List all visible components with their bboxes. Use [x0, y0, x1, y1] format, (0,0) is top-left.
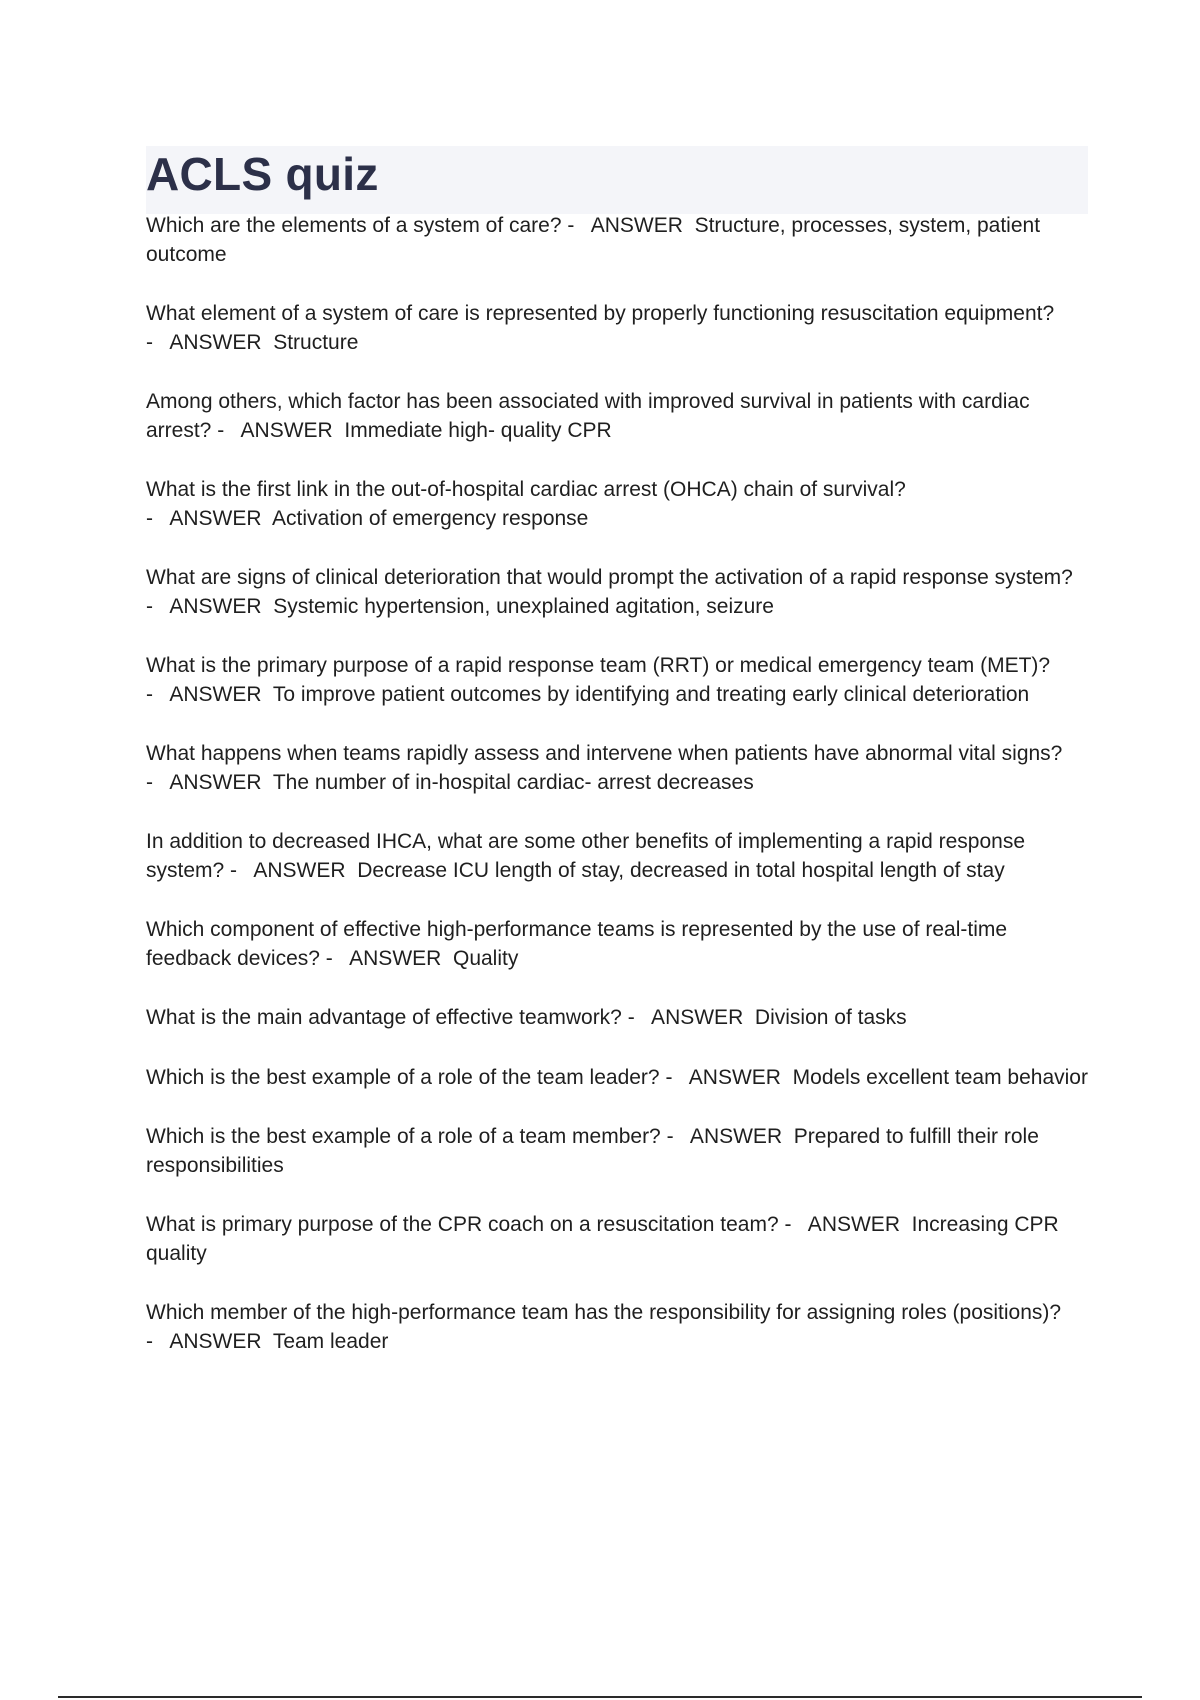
- question-text: What happens when teams rapidly assess and intervene when patients have abnormal vital signs?: [146, 742, 1063, 765]
- question-text: Which are the elements of a system of care?: [146, 214, 562, 237]
- answer-marker: - ANSWER: [146, 594, 274, 618]
- answer-text: Team leader: [272, 1329, 389, 1353]
- answer-text: To improve patient outcomes by identifying and treating early clinical deterioration: [272, 682, 1030, 706]
- answer-text: Division of tasks: [754, 1006, 907, 1029]
- qa-item: [146, 476, 1091, 533]
- qa-item: [146, 300, 1091, 357]
- question-text: What are signs of clinical deterioration that would prompt the activation of a rapid response system?: [146, 566, 1073, 589]
- qa-item: [146, 828, 1091, 885]
- question-text: Which member of the high-performance team has the responsibility for assigning roles (positions)?: [146, 1301, 1062, 1324]
- answer-text: Increasing CPR quality: [146, 1213, 1059, 1265]
- answer-text: Quality: [452, 946, 519, 970]
- qa-item: [146, 212, 1091, 269]
- question-text: What is the primary purpose of a rapid response team (RRT) or medical emergency team (MET)?: [146, 654, 1051, 677]
- answer-marker: - ANSWER: [567, 214, 695, 237]
- question-text: Among others, which factor has been associated with improved survival in patients with cardiac arrest?: [146, 390, 1030, 442]
- answer-marker: - ANSWER: [665, 1065, 793, 1089]
- question-text: In addition to decreased IHCA, what are some other benefits of implementing a rapid response system?: [146, 830, 1025, 882]
- footer-divider: [58, 1696, 1142, 1698]
- answer-text: Activation of emergency response: [272, 506, 589, 530]
- qa-item: [146, 1299, 1091, 1356]
- question-text: What is the first link in the out-of-hospital cardiac arrest (OHCA) chain of survival?: [146, 478, 906, 501]
- answer-marker: - ANSWER: [146, 1329, 273, 1353]
- answer-text: Systemic hypertension, unexplained agitation, seizure: [273, 594, 774, 618]
- question-text: What is the main advantage of effective teamwork?: [146, 1006, 622, 1029]
- title-bar: [146, 146, 1088, 214]
- answer-text: Immediate high- quality CPR: [344, 418, 612, 442]
- answer-text: Decrease ICU length of stay, decreased in total hospital length of stay: [357, 858, 1005, 882]
- question-text: Which component of effective high-performance teams is represented by the use of real-time feedback devices?: [146, 918, 1008, 970]
- qa-item: [146, 1123, 1091, 1180]
- answer-text: Prepared to fulfill their role responsibilities: [146, 1125, 1039, 1177]
- question-text: What is primary purpose of the CPR coach on a resuscitation team?: [146, 1213, 779, 1236]
- answer-marker: - ANSWER: [666, 1125, 794, 1148]
- qa-item: [146, 1064, 1091, 1093]
- answer-marker: - ANSWER: [146, 506, 273, 530]
- qa-item: [146, 1004, 1091, 1033]
- answer-text: Structure, processes, system, patient outcome: [146, 214, 1041, 266]
- qa-item: [146, 388, 1091, 445]
- answer-marker: - ANSWER: [146, 330, 274, 354]
- answer-text: Models excellent team behavior: [792, 1065, 1088, 1089]
- qa-item: [146, 740, 1091, 797]
- page-title: ACLS quiz: [146, 148, 379, 200]
- qa-item: [146, 652, 1091, 709]
- answer-marker: - ANSWER: [217, 418, 345, 442]
- question-text: Which is the best example of a role of the team leader?: [146, 1065, 660, 1089]
- question-text: Which is the best example of a role of a team member?: [146, 1125, 661, 1148]
- answer-marker: - ANSWER: [230, 858, 358, 882]
- qa-item: [146, 564, 1091, 621]
- answer-marker: - ANSWER: [325, 946, 453, 970]
- answer-marker: - ANSWER: [627, 1006, 755, 1029]
- answer-marker: - ANSWER: [146, 770, 273, 794]
- answer-text: Structure: [273, 330, 359, 354]
- answer-text: The number of in-hospital cardiac- arrest decreases: [272, 770, 754, 794]
- qa-item: [146, 916, 1091, 973]
- answer-marker: - ANSWER: [146, 682, 273, 706]
- qa-list: [146, 212, 1091, 1387]
- answer-marker: - ANSWER: [784, 1213, 912, 1236]
- qa-item: [146, 1211, 1091, 1268]
- question-text: What element of a system of care is represented by properly functioning resuscitation equipment?: [146, 302, 1055, 325]
